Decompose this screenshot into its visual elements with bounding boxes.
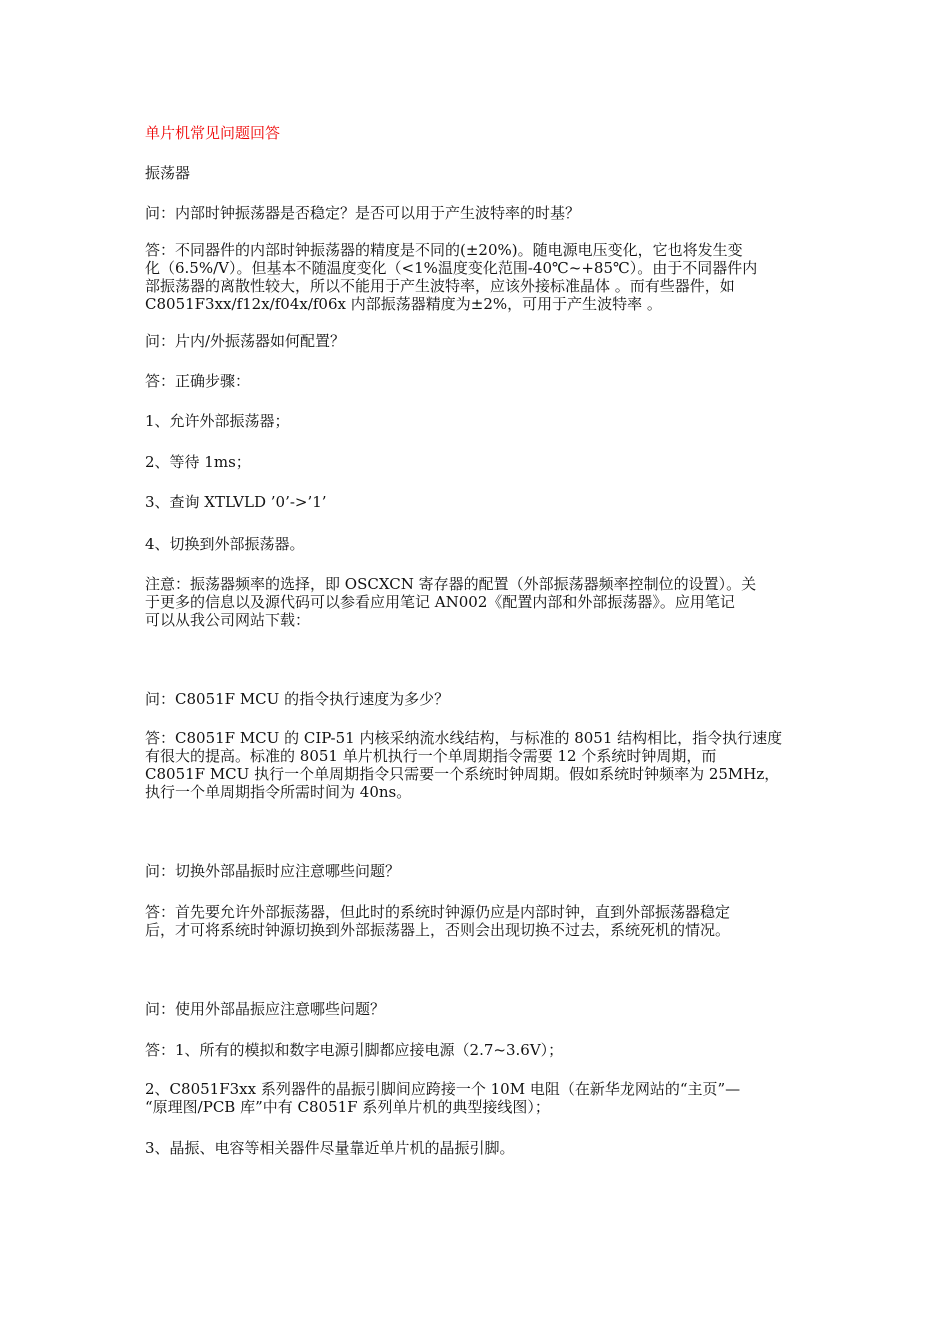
document-title: 单片机常见问题回答 xyxy=(145,124,281,142)
note-paragraph: 注意：振荡器频率的选择，即 OSCXCN 寄存器的配置（外部振荡器频率控制位的设置）。关 于更多的信息以及源代码可以参看应用笔记 AN002《配置内部和外部振荡器》。应用笔记 可以从我公司网站下载： xyxy=(145,575,757,629)
answer-paragraph: 答：首先要允许外部振荡器，但此时的系统时钟源仍应是内部时钟，直到外部振荡器稳定 后，才可将系统时钟源切换到外部振荡器上，否则会出现切换不过去，系统死机的情况。 xyxy=(145,903,731,939)
question-paragraph: 问：切换外部晶振时应注意哪些问题？ xyxy=(145,862,401,880)
step-item: 3、查询 XTLVLD ’0’->’1’ xyxy=(145,493,327,511)
step-item: 1、允许外部振荡器； xyxy=(145,412,290,430)
step-item: 4、切换到外部振荡器。 xyxy=(145,535,305,553)
answer-paragraph: 答：不同器件的内部时钟振荡器的精度是不同的(±20%)。随电源电压变化，它也将发生变 化（6.5%/V）。但基本不随温度变化（<1%温度变化范围-40℃~+85℃）。由于不同器件内 部振荡器的离散性较大，所以不能用于产生波特率，应该外接标准晶体 。而有些器件，如 C8051F3xx/f12x/f04x/f06x 内部振荡器精度为±2%，可用于产生波特率 。 xyxy=(145,241,758,313)
answer-item: 2、C8051F3xx 系列器件的晶振引脚间应跨接一个 10M 电阻（在新华龙网站的“主页”— “原理图/PCB 库”中有 C8051F 系列单片机的典型接线图）； xyxy=(145,1080,741,1116)
answer-paragraph: 答：C8051F MCU 的 CIP-51 内核采纳流水线结构，与标准的 8051 结构相比，指令执行速度 有很大的提高。标准的 8051 单片机执行一个单周期指令需要 12 个系统时钟周期，而 C8051F MCU 执行一个单周期指令只需要一个系统时钟周期。假如系统时钟频率为 25MHz， 执行一个单周期指令所需时间为 40ns。 xyxy=(145,729,783,801)
question-paragraph: 问：C8051F MCU 的指令执行速度为多少？ xyxy=(145,690,450,708)
step-item: 2、等待 1ms； xyxy=(145,453,251,471)
question-paragraph: 问：内部时钟振荡器是否稳定？是否可以用于产生波特率的时基？ xyxy=(145,204,581,222)
question-paragraph: 问：片内/外振荡器如何配置？ xyxy=(145,332,346,350)
answer-paragraph: 答：1、所有的模拟和数字电源引脚都应接电源（2.7~3.6V）； xyxy=(145,1041,564,1059)
section-heading: 振荡器 xyxy=(145,164,191,182)
answer-item: 3、晶振、电容等相关器件尽量靠近单片机的晶振引脚。 xyxy=(145,1139,515,1157)
answer-paragraph: 答：正确步骤： xyxy=(145,372,251,390)
question-paragraph: 问：使用外部晶振应注意哪些问题？ xyxy=(145,1000,386,1018)
